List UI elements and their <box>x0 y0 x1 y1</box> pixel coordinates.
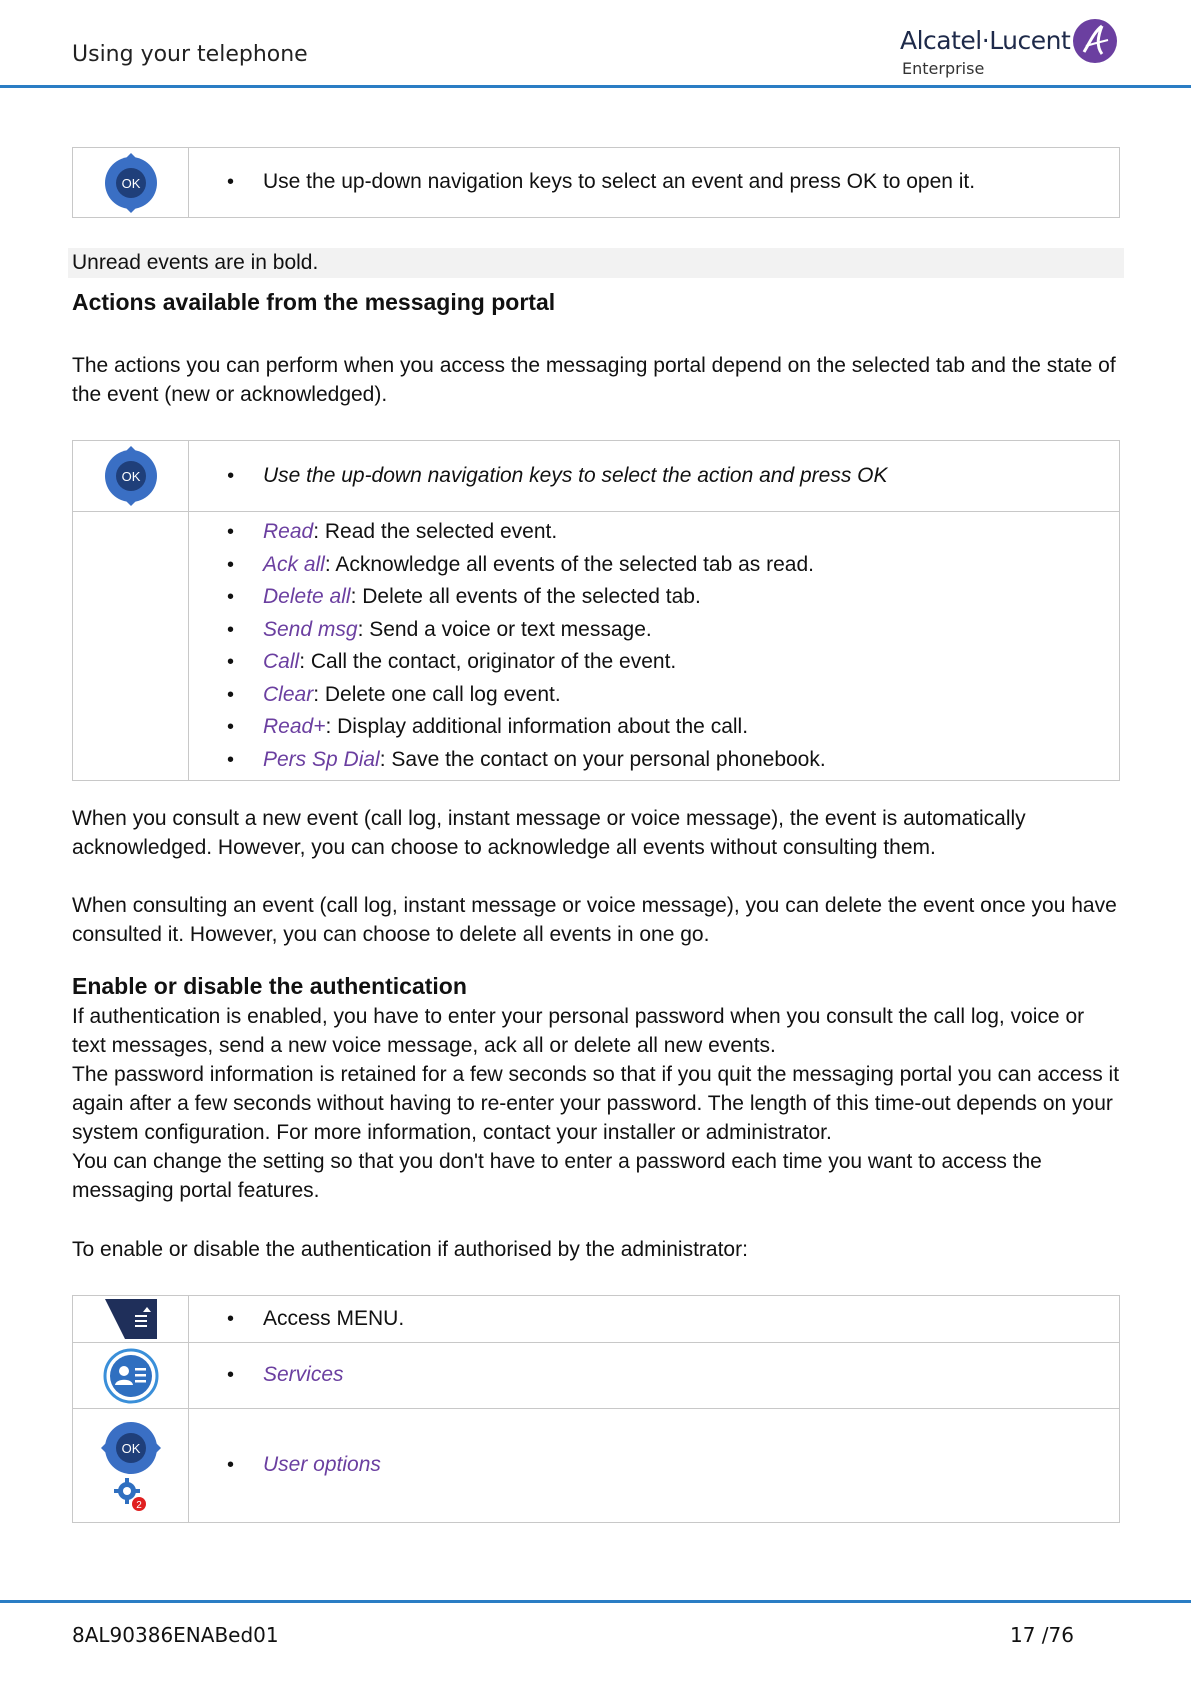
list-item: • Clear: Delete one call log event. <box>227 679 1118 712</box>
list-item: • Read: Read the selected event. <box>227 516 1118 549</box>
svg-text:OK: OK <box>121 175 140 191</box>
unread-note: Unread events are in bold. <box>72 251 319 274</box>
step-text: • Access MENU. <box>227 1303 1118 1336</box>
brand-name: Alcatel·Lucent <box>900 26 1071 55</box>
actions-intro: The actions you can perform when you access the messaging portal depend on the selected tab and the state of the event (new or acknowledged). <box>72 354 1116 406</box>
menu-key-icon[interactable] <box>105 1299 157 1339</box>
auth-paragraph-1: If authentication is enabled, you have to enter your personal password when you consult the call log, voice or text messages, send a new voice message, ack all or delete all new events. <box>72 1005 1085 1057</box>
list-item: • Call: Call the contact, originator of the event. <box>227 646 1118 679</box>
nav-instruction-box <box>72 147 1120 218</box>
list-item: • Ack all: Acknowledge all events of the selected tab as read. <box>227 549 1118 582</box>
list-item: • Read+: Display additional information about the call. <box>227 711 1118 744</box>
page-footer <box>0 1600 1191 1684</box>
action-key: Delete all <box>263 585 351 608</box>
document-reference: 8AL90386ENABed01 <box>72 1623 279 1647</box>
action-key: Pers Sp Dial <box>263 747 380 771</box>
page-header <box>0 0 1191 88</box>
actions-box <box>72 440 1120 781</box>
action-key: Read+ <box>263 715 326 738</box>
instruction-text: • Use the up-down navigation keys to select an event and press OK to open it. <box>227 166 1118 199</box>
auth-paragraph-2: The password information is retained for a few seconds so that if you quit the messaging portal you can access it again after a few seconds without having to re-enter your password. The length of this time-out depends on your system configuration. For more information, contact your installer or administrator. <box>72 1063 1120 1144</box>
action-key: Ack all <box>263 552 325 576</box>
alcatel-lucent-logo-icon <box>1072 18 1118 64</box>
action-key: Read <box>263 520 314 543</box>
ok-navigation-icon[interactable] <box>101 444 161 508</box>
services-option: Services <box>263 1363 344 1387</box>
action-key: Send msg <box>263 617 358 641</box>
ok-navigation-icon[interactable] <box>99 1419 163 1477</box>
actions-instruction: • Use the up-down navigation keys to select the action and press OK <box>227 460 1118 493</box>
header-title: Using your telephone <box>72 42 308 67</box>
list-item: • Pers Sp Dial: Save the contact on your personal phonebook. <box>227 744 1118 777</box>
user-options-gear-icon[interactable] <box>113 1477 149 1513</box>
auth-paragraph-3: You can change the setting so that you don't have to enter a password each time you want to access the messaging portal features. <box>72 1150 1042 1202</box>
actions-heading: Actions available from the messaging portal <box>72 289 556 315</box>
user-options-option: User options <box>263 1453 381 1477</box>
svg-text:OK: OK <box>121 469 140 484</box>
consult-paragraph-2: When consulting an event (call log, instant message or voice message), you can delete the event once you have consulted it. However, you can choose to delete all events in one go. <box>72 894 1117 946</box>
brand-subtitle: Enterprise <box>902 59 985 78</box>
steps-box <box>72 1295 1120 1523</box>
svg-text:OK: OK <box>121 1440 140 1456</box>
list-item: • Send msg: Send a voice or text message. <box>227 614 1118 647</box>
page-number: 17 /76 <box>1010 1623 1074 1647</box>
action-key: Clear <box>263 682 314 706</box>
auth-heading: Enable or disable the authentication <box>72 973 467 999</box>
svg-text:2: 2 <box>135 1499 142 1511</box>
auth-paragraph-4: To enable or disable the authentication if authorised by the administrator: <box>72 1238 748 1261</box>
ok-navigation-icon[interactable] <box>101 151 161 215</box>
list-item: • Delete all: Delete all events of the selected tab. <box>227 581 1118 614</box>
actions-list <box>227 516 1118 776</box>
brand-logo <box>900 18 1120 80</box>
action-key: Call <box>263 650 300 673</box>
services-icon[interactable] <box>103 1348 159 1404</box>
consult-paragraph-1: When you consult a new event (call log, instant message or voice message), the event is automatically acknowledged. However, you can choose to acknowledge all events without consulting them. <box>72 807 1026 859</box>
